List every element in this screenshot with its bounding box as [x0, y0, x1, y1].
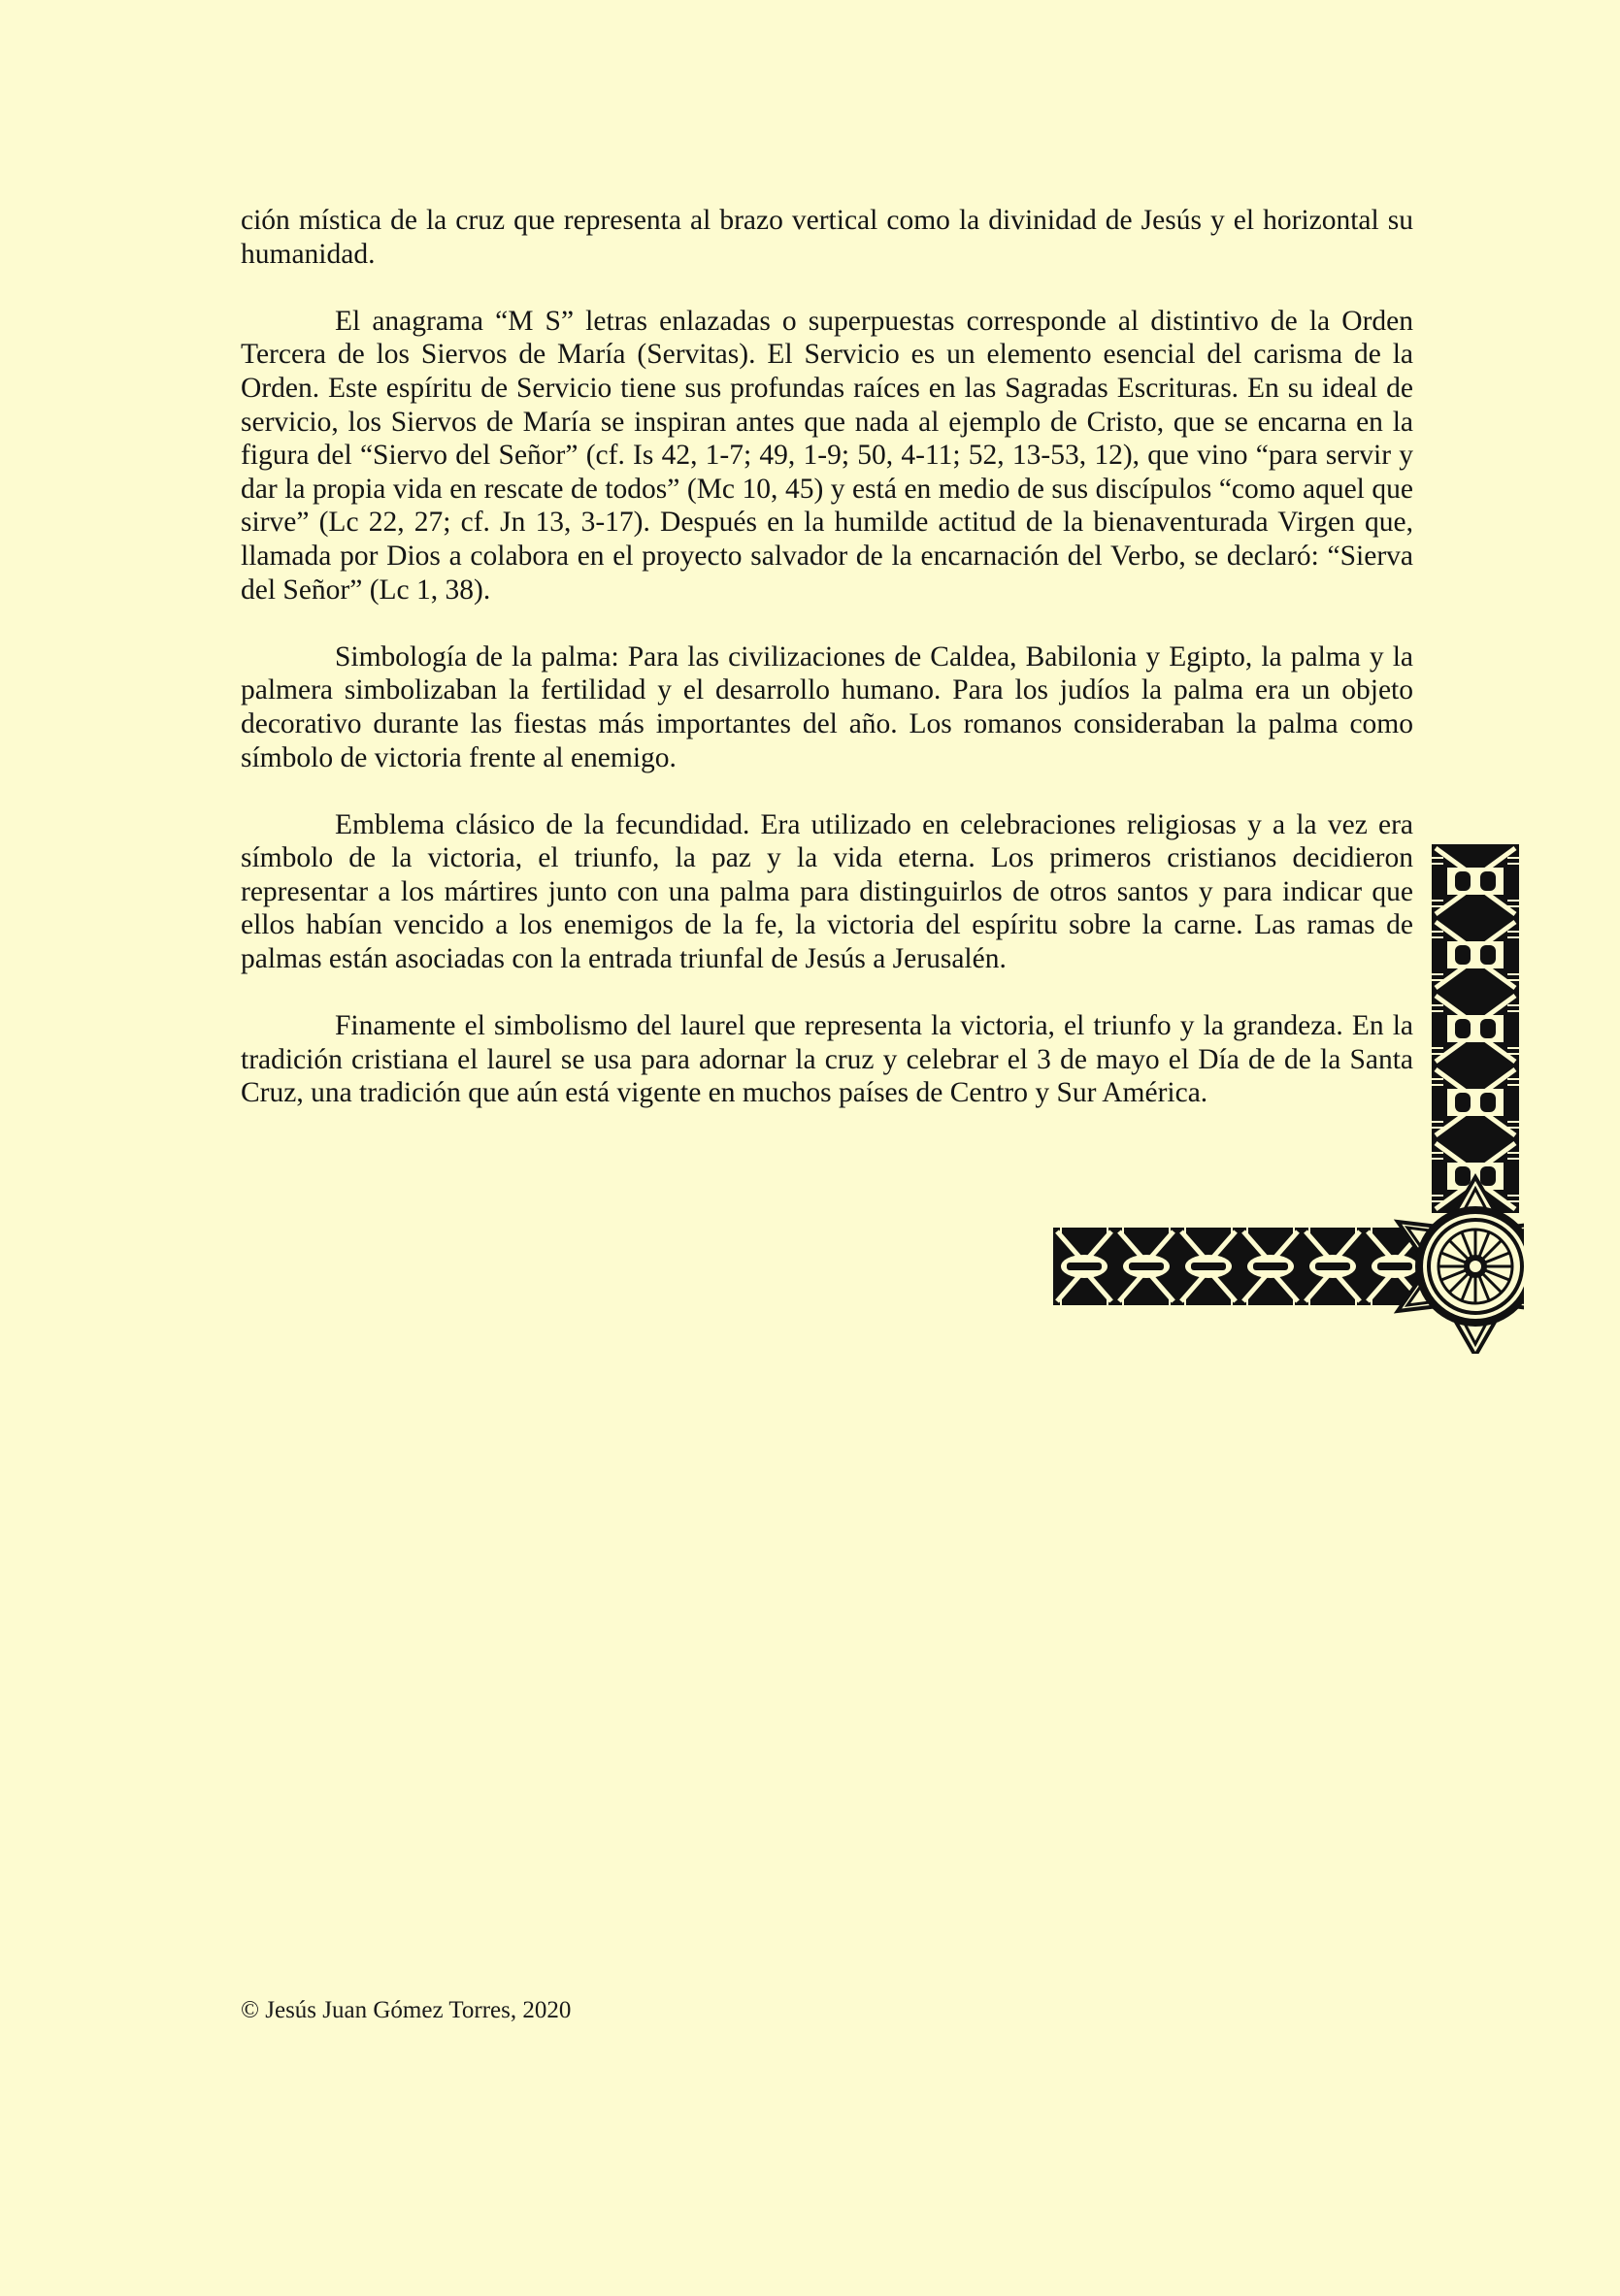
paragraph-cross-mystic: ción mística de la cruz que representa al brazo vertical como la divinidad de Jesús y el horizontal su humanidad.: [241, 205, 1413, 270]
paragraph-palm-symbology: Simbología de la palma: Para las civilizaciones de Caldea, Babilonia y Egipto, la palma y la palmera simbolizaban la fertilidad y el desarrollo humano. Para los judíos la palma era un objeto decorativo durante las fiestas más importantes del año. Los romanos consideraban la palma como símbolo de victoria frente al enemigo.: [241, 640, 1413, 773]
corner-border-ornament: [1053, 844, 1524, 1354]
copyright-footer: © Jesús Juan Gómez Torres, 2020: [241, 1997, 572, 2023]
horizontal-border-band: [1053, 1228, 1426, 1305]
paragraph-laurel: Finamente el simbolismo del laurel que representa la victoria, el triunfo y la grandeza. En la tradición cristiana el laurel se usa para adornar la cruz y celebrar el 3 de mayo el Día de de la Santa Cruz, una tradición que aún está vigente en muchos países de Centro y Sur América.: [241, 1010, 1413, 1109]
paragraph-anagram-ms: El anagrama “M S” letras enlazadas o superpuestas corresponde al distintivo de la Orden Tercera de los Siervos de María (Servitas). El Servicio es un elemento esencial del carisma de la Orden. Este espíritu de Servicio tiene sus profundas raíces en las Sagradas Escrituras. En su ideal de servicio, los Siervos de María se inspiran antes que nada al ejemplo de Cristo, que se encarna en la figura del “Siervo del Señor” (cf. Is 42, 1-7; 49, 1-9; 50, 4-11; 52, 13-53, 12), que vino “para servir y dar la propia vida en rescate de todos” (Mc 10, 45) y está en medio de sus discípulos “como aquel que sirve” (Lc 22, 27; cf. Jn 13, 3-17). Después en la humilde actitud de la bienaventurada Virgen que, llamada por Dios a colabora en el proyecto salvador de la encarnación del Verbo, se declaró: “Sierva del Señor” (Lc 1, 38).: [241, 305, 1413, 606]
vertical-border-band: [1432, 844, 1519, 1213]
paragraph-fecundity-emblem: Emblema clásico de la fecundidad. Era utilizado en celebraciones religiosas y a la vez era símbolo de la victoria, el triunfo, la paz y la vida eterna. Los primeros cristianos decidieron representar a los mártires junto con una palma para distinguirlos de otros santos y para indicar que ellos habían vencido a los enemigos de la fe, la victoria del espíritu sobre la carne. Las ramas de palmas están asociadas con la entrada triunfal de Jesús a Jerusalén.: [241, 808, 1413, 975]
